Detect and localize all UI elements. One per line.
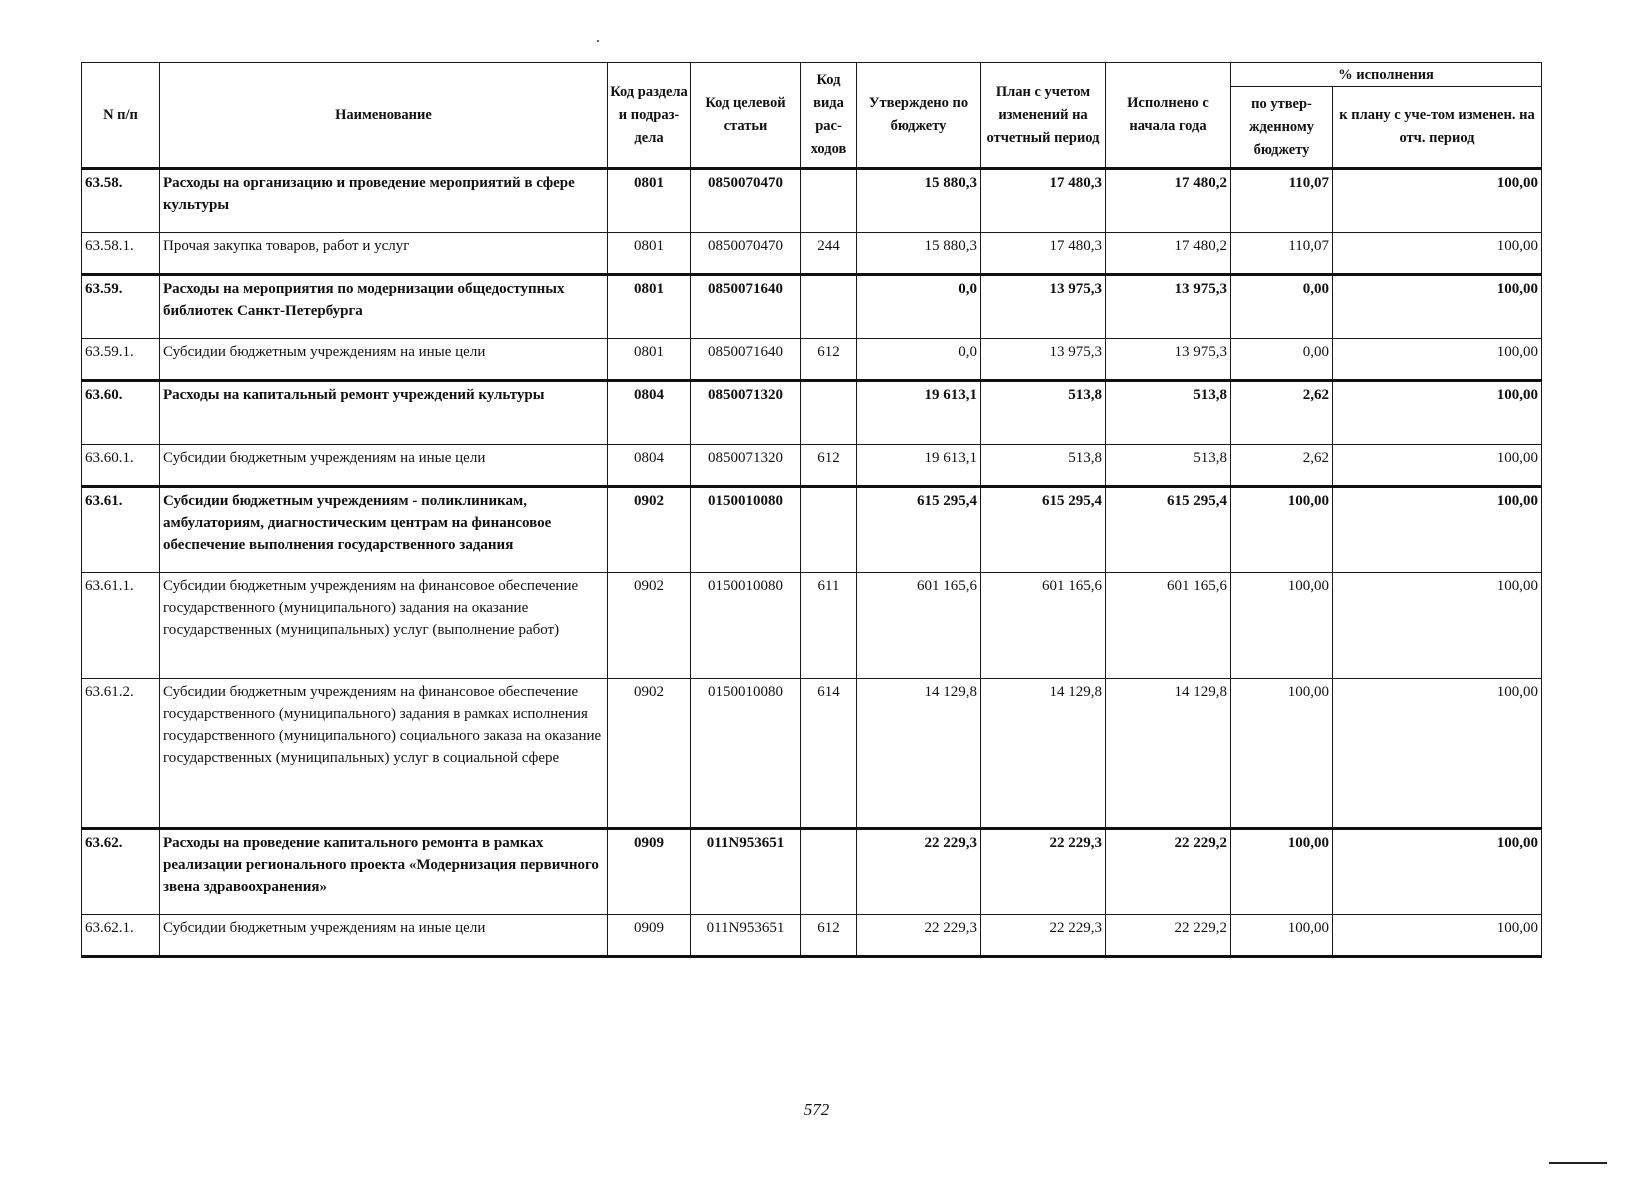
row-name: Прочая закупка товаров, работ и услуг [160,233,608,275]
expense-type-code [801,381,857,445]
percent-of-plan: 100,00 [1333,829,1542,915]
expense-type-code: 612 [801,915,857,957]
target-code: 0850071640 [691,275,801,339]
section-code: 0902 [608,679,691,829]
approved-amount: 15 880,3 [857,169,981,233]
section-code: 0801 [608,233,691,275]
approved-amount: 615 295,4 [857,487,981,573]
percent-of-plan: 100,00 [1333,573,1542,679]
table-row [82,679,1542,829]
section-code: 0804 [608,381,691,445]
scan-speck [597,40,599,42]
table-row [82,445,1542,487]
plan-amount: 513,8 [981,381,1106,445]
header-percent-of-approved: по утвер-жденному бюджету [1231,87,1333,169]
target-code: 0850071640 [691,339,801,381]
executed-amount: 17 480,2 [1106,233,1231,275]
page-number: 572 [803,1100,830,1119]
percent-of-approved: 110,07 [1231,169,1333,233]
row-number: 63.62.1. [82,915,160,957]
plan-amount: 601 165,6 [981,573,1106,679]
expense-type-code [801,275,857,339]
table-row [82,275,1542,339]
target-code: 0850071320 [691,381,801,445]
percent-of-plan: 100,00 [1333,233,1542,275]
table-header [82,63,1542,169]
header-percent-execution: % исполнения [1231,63,1542,87]
table-body [82,169,1542,957]
header-row-number: N п/п [82,63,160,169]
expense-type-code [801,487,857,573]
expense-type-code: 611 [801,573,857,679]
target-code: 0150010080 [691,487,801,573]
section-code: 0909 [608,829,691,915]
row-number: 63.61.2. [82,679,160,829]
row-number: 63.60. [82,381,160,445]
percent-of-plan: 100,00 [1333,445,1542,487]
percent-of-approved: 0,00 [1231,275,1333,339]
section-code: 0804 [608,445,691,487]
percent-of-plan: 100,00 [1333,381,1542,445]
percent-of-approved: 100,00 [1231,679,1333,829]
percent-of-plan: 100,00 [1333,169,1542,233]
executed-amount: 513,8 [1106,445,1231,487]
plan-amount: 615 295,4 [981,487,1106,573]
row-name: Расходы на организацию и проведение мероприятий в сфере культуры [160,169,608,233]
row-number: 63.58. [82,169,160,233]
row-number: 63.61.1. [82,573,160,679]
row-number: 63.60.1. [82,445,160,487]
table-row [82,169,1542,233]
expense-type-code: 612 [801,339,857,381]
table-row [82,915,1542,957]
percent-of-approved: 2,62 [1231,381,1333,445]
executed-amount: 22 229,2 [1106,829,1231,915]
approved-amount: 19 613,1 [857,445,981,487]
executed-amount: 13 975,3 [1106,339,1231,381]
approved-amount: 22 229,3 [857,829,981,915]
section-code: 0801 [608,339,691,381]
table-row [82,573,1542,679]
scan-edge-mark [1549,1162,1607,1164]
approved-amount: 22 229,3 [857,915,981,957]
row-name: Субсидии бюджетным учреждениям на иные цели [160,915,608,957]
executed-amount: 13 975,3 [1106,275,1231,339]
header-percent-of-plan: к плану с уче-том изменен. на отч. период [1333,87,1542,169]
approved-amount: 0,0 [857,339,981,381]
plan-amount: 22 229,3 [981,915,1106,957]
executed-amount: 22 229,2 [1106,915,1231,957]
table-row [82,339,1542,381]
header-section-code: Код раздела и подраз-дела [608,63,691,169]
expense-type-code [801,169,857,233]
plan-amount: 17 480,3 [981,169,1106,233]
expense-type-code: 614 [801,679,857,829]
plan-amount: 13 975,3 [981,275,1106,339]
target-code: 011N953651 [691,915,801,957]
percent-of-approved: 100,00 [1231,573,1333,679]
approved-amount: 15 880,3 [857,233,981,275]
table-row [82,233,1542,275]
table-row [82,381,1542,445]
expense-type-code: 244 [801,233,857,275]
row-number: 63.61. [82,487,160,573]
percent-of-plan: 100,00 [1333,487,1542,573]
plan-amount: 13 975,3 [981,339,1106,381]
header-target-code: Код целевой статьи [691,63,801,169]
header-executed-ytd: Исполнено с начала года [1106,63,1231,169]
section-code: 0801 [608,275,691,339]
approved-amount: 19 613,1 [857,381,981,445]
target-code: 0150010080 [691,573,801,679]
approved-amount: 0,0 [857,275,981,339]
executed-amount: 513,8 [1106,381,1231,445]
row-name: Расходы на капитальный ремонт учреждений культуры [160,381,608,445]
executed-amount: 601 165,6 [1106,573,1231,679]
percent-of-approved: 100,00 [1231,487,1333,573]
executed-amount: 14 129,8 [1106,679,1231,829]
plan-amount: 14 129,8 [981,679,1106,829]
executed-amount: 17 480,2 [1106,169,1231,233]
percent-of-approved: 100,00 [1231,915,1333,957]
approved-amount: 14 129,8 [857,679,981,829]
expense-type-code [801,829,857,915]
table-row [82,829,1542,915]
section-code: 0902 [608,573,691,679]
plan-amount: 513,8 [981,445,1106,487]
percent-of-plan: 100,00 [1333,275,1542,339]
target-code: 0850070470 [691,233,801,275]
percent-of-plan: 100,00 [1333,915,1542,957]
approved-amount: 601 165,6 [857,573,981,679]
target-code: 0850071320 [691,445,801,487]
plan-amount: 17 480,3 [981,233,1106,275]
row-name: Расходы на проведение капитального ремонта в рамках реализации регионального проекта «Модернизация первичного звена здравоохранения» [160,829,608,915]
section-code: 0801 [608,169,691,233]
percent-of-approved: 110,07 [1231,233,1333,275]
header-name: Наименование [160,63,608,169]
row-name: Субсидии бюджетным учреждениям на иные цели [160,445,608,487]
row-name: Субсидии бюджетным учреждениям - поликлиникам, амбулаториям, диагностическим центрам на финансовое обеспечение выполнения государственного задания [160,487,608,573]
target-code: 0850070470 [691,169,801,233]
row-number: 63.62. [82,829,160,915]
executed-amount: 615 295,4 [1106,487,1231,573]
row-number: 63.58.1. [82,233,160,275]
plan-amount: 22 229,3 [981,829,1106,915]
expense-type-code: 612 [801,445,857,487]
percent-of-approved: 0,00 [1231,339,1333,381]
budget-execution-table [81,62,1542,958]
percent-of-plan: 100,00 [1333,339,1542,381]
percent-of-approved: 2,62 [1231,445,1333,487]
row-name: Расходы на мероприятия по модернизации общедоступных библиотек Санкт-Петербурга [160,275,608,339]
header-approved-budget: Утверждено по бюджету [857,63,981,169]
target-code: 0150010080 [691,679,801,829]
table-row [82,487,1542,573]
row-name: Субсидии бюджетным учреждениям на иные цели [160,339,608,381]
row-name: Субсидии бюджетным учреждениям на финансовое обеспечение государственного (муниципального) задания на оказание государственных (муниципальных) услуг (выполнение работ) [160,573,608,679]
budget-sheet [81,62,1541,958]
row-number: 63.59.1. [82,339,160,381]
percent-of-plan: 100,00 [1333,679,1542,829]
section-code: 0909 [608,915,691,957]
target-code: 011N953651 [691,829,801,915]
section-code: 0902 [608,487,691,573]
header-plan-with-changes: План с учетом изменений на отчетный период [981,63,1106,169]
row-name: Субсидии бюджетным учреждениям на финансовое обеспечение государственного (муниципального) задания в рамках исполнения государственного (муниципального) социального заказа на оказание государственных (муниципальных) услуг в социальной сфере [160,679,608,829]
row-number: 63.59. [82,275,160,339]
percent-of-approved: 100,00 [1231,829,1333,915]
header-expense-type-code: Код вида рас-ходов [801,63,857,169]
